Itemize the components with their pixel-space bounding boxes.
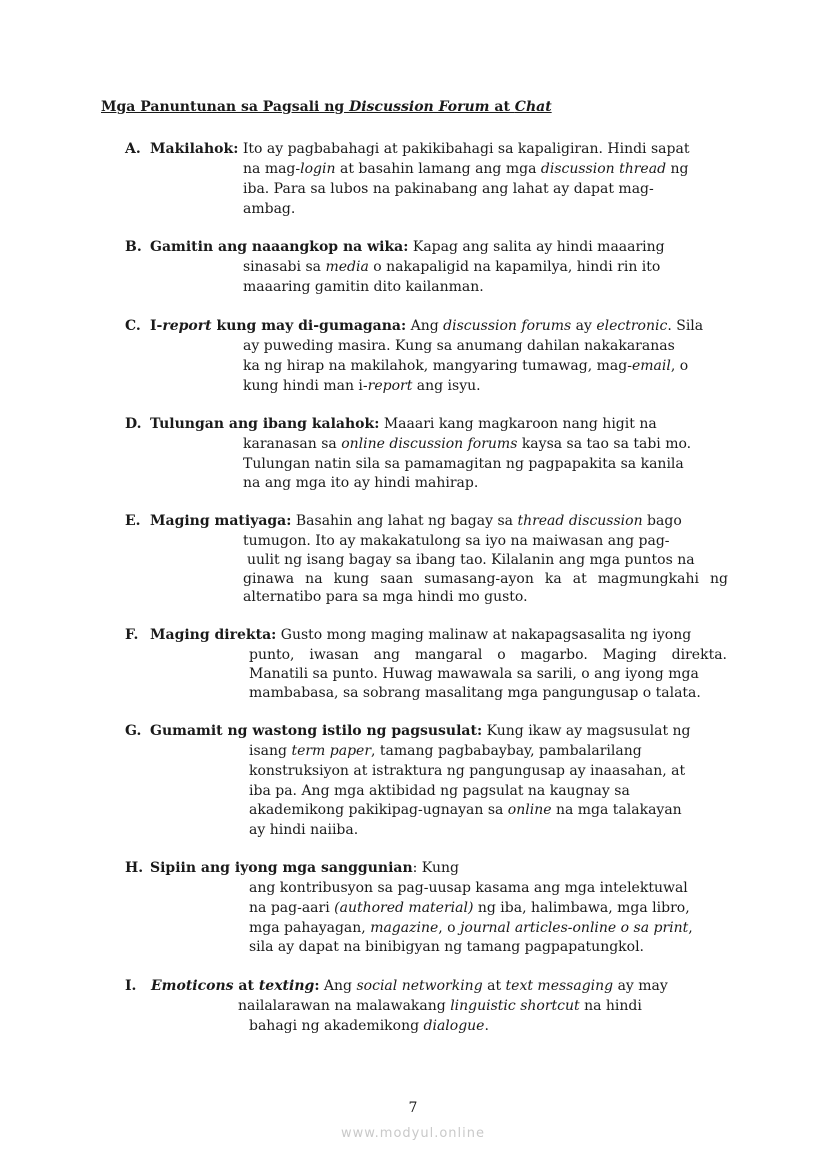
- rule-line: punto, iwasan ang mangaral o magarbo. Maging direkta.: [249, 647, 727, 663]
- rule-line: ang kontribusyon sa pag-uusap kasama ang mga intelektuwal: [249, 880, 688, 896]
- rule-title: Maging matiyaga:: [150, 513, 292, 529]
- rule-line: ginawa na kung saan sumasang-ayon ka at magmungkahi ng: [243, 571, 728, 587]
- page-number: 7: [408, 1100, 418, 1116]
- rule-line: I-report kung may di-gumagana: Ang discussion forums ay electronic. Sila: [150, 318, 704, 334]
- rule-line: nailalarawan na malawakang linguistic shortcut na hindi: [238, 998, 642, 1014]
- rule-line: alternatibo para sa mga hindi mo gusto.: [243, 589, 528, 605]
- rule-line: ka ng hirap na makilahok, mangyaring tumawag, mag-email, o: [243, 358, 689, 374]
- rule-line: isang term paper, tamang pagbabaybay, pambalarilang: [249, 743, 642, 759]
- rule-letter: A.: [125, 141, 141, 157]
- rule-letter: C.: [125, 318, 141, 334]
- rule-line: Sipiin ang iyong mga sanggunian: Kung: [150, 860, 459, 876]
- rule-line: sinasabi sa media o nakapaligid na kapamilya, hindi rin ito: [243, 259, 661, 275]
- rule-line: Tulungan ang ibang kalahok: Maaari kang magkaroon nang higit na: [150, 416, 657, 432]
- rule-line: konstruksiyon at istraktura ng pangungusap ay inaasahan, at: [249, 763, 686, 779]
- rule-line: mambabasa, sa sobrang masalitang mga pangungusap o talata.: [249, 685, 701, 701]
- rule-title: I-report kung may di-gumagana:: [150, 318, 407, 334]
- rule-line: akademikong pakikipag-ugnayan sa online na mga talakayan: [249, 802, 682, 818]
- rule-line: Maging direkta: Gusto mong maging malinaw at nakapagsasalita ng iyong: [150, 627, 692, 643]
- rule-line: na ang mga ito ay hindi mahirap.: [243, 475, 479, 491]
- rule-title: Gamitin ang naaangkop na wika:: [150, 239, 409, 255]
- rule-letter: E.: [125, 513, 141, 529]
- rule-letter: F.: [125, 627, 139, 643]
- rule-line: Gamitin ang naaangkop na wika: Kapag ang salita ay hindi maaaring: [150, 239, 665, 255]
- rule-line: ay hindi naiiba.: [249, 822, 359, 838]
- rule-letter: I.: [125, 978, 137, 994]
- rule-line: Manatili sa punto. Huwag mawawala sa sarili, o ang iyong mga: [249, 666, 699, 682]
- rule-title: Tulungan ang ibang kalahok:: [150, 416, 380, 432]
- rule-line: Tulungan natin sila sa pamamagitan ng pagpapakita sa kanila: [243, 456, 684, 472]
- rule-line: tumugon. Ito ay makakatulong sa iyo na maiwasan ang pag-: [243, 533, 670, 549]
- rule-line: ay puweding masira. Kung sa anumang dahilan nakakaranas: [243, 338, 675, 354]
- rule-line: kung hindi man i-report ang isyu.: [243, 378, 481, 394]
- rule-title: Makilahok:: [150, 141, 239, 157]
- watermark: www.modyul.online: [340, 1126, 486, 1141]
- rule-letter: B.: [125, 239, 142, 255]
- rule-line: iba. Para sa lubos na pakinabang ang lahat ay dapat mag-: [243, 181, 654, 197]
- rule-letter: H.: [125, 860, 144, 876]
- rule-line: ambag.: [243, 201, 296, 217]
- rule-title: Emoticons at texting:: [151, 978, 320, 994]
- rule-title: Gumamit ng wastong istilo ng pagsusulat:: [150, 723, 483, 739]
- rule-line: na pag-aari (authored material) ng iba, halimbawa, mga libro,: [249, 900, 690, 916]
- rule-line: na mag-login at basahin lamang ang mga discussion thread ng: [243, 161, 689, 177]
- rule-line: karanasan sa online discussion forums kaysa sa tao sa tabi mo.: [243, 436, 692, 452]
- rule-title: Maging direkta:: [150, 627, 277, 643]
- rule-line: mga pahayagan, magazine, o journal articles-online o sa print,: [249, 920, 693, 936]
- rule-letter: G.: [125, 723, 142, 739]
- rule-line: iba pa. Ang mga aktibidad ng pagsulat na kaugnay sa: [249, 783, 630, 799]
- rule-letter: D.: [125, 416, 142, 432]
- rule-line: Maging matiyaga: Basahin ang lahat ng bagay sa thread discussion bago: [150, 513, 682, 529]
- page-title: Mga Panuntunan sa Pagsali ng Discussion Forum at Chat: [101, 99, 552, 115]
- rule-line: Makilahok: Ito ay pagbabahagi at pakikibahagi sa kapaligiran. Hindi sapat: [150, 141, 690, 157]
- rule-line: Gumamit ng wastong istilo ng pagsusulat: Kung ikaw ay magsusulat ng: [150, 723, 691, 739]
- rule-line: maaaring gamitin dito kailanman.: [243, 279, 484, 295]
- rule-title: Sipiin ang iyong mga sanggunian: [150, 860, 413, 876]
- rule-line: uulit ng isang bagay sa ibang tao. Kilalanin ang mga puntos na: [247, 552, 695, 568]
- rule-line: sila ay dapat na binibigyan ng tamang pagpapatungkol.: [249, 939, 645, 955]
- rule-line: bahagi ng akademikong dialogue.: [249, 1018, 489, 1034]
- rule-line: Emoticons at texting: Ang social networking at text messaging ay may: [151, 978, 668, 994]
